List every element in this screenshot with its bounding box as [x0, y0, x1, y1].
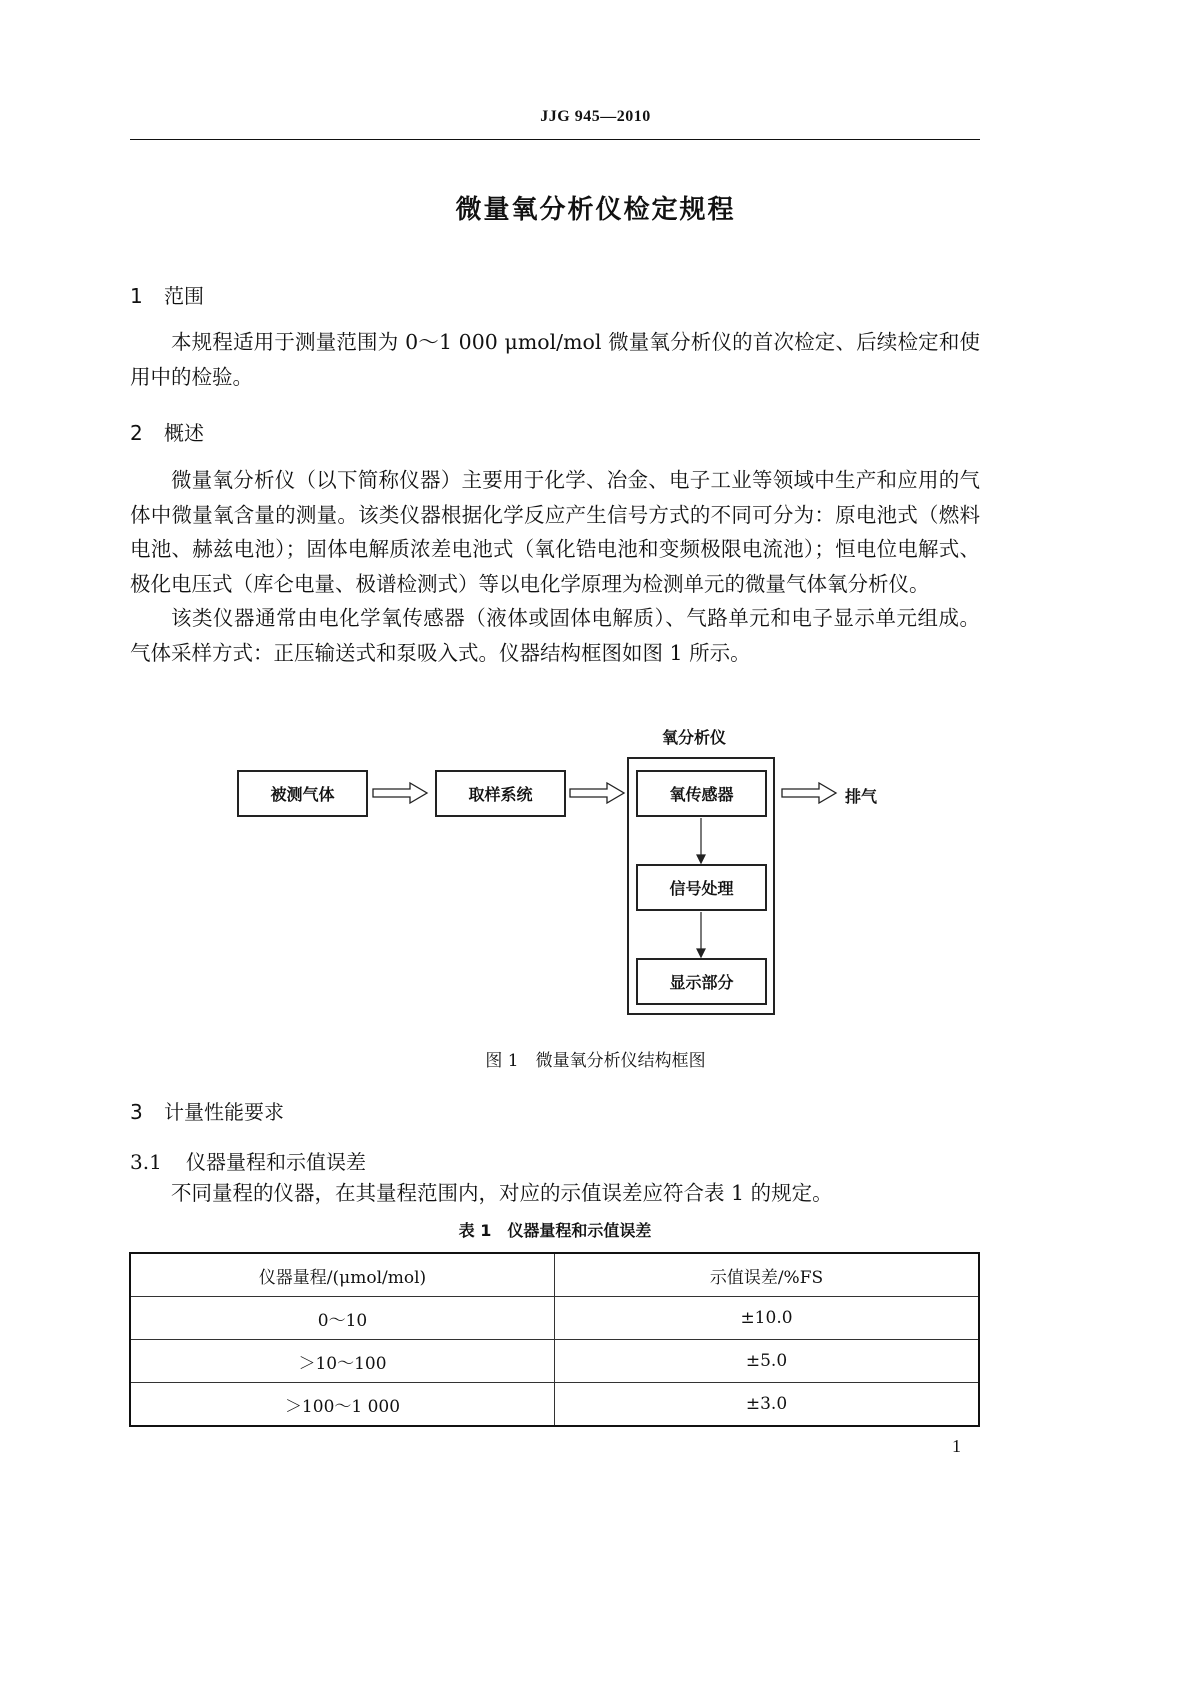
- section-title: 概述: [164, 421, 204, 445]
- section-title: 计量性能要求: [164, 1100, 284, 1124]
- table-cell: ±5.0: [555, 1340, 980, 1383]
- table-row: [130, 1297, 979, 1340]
- section-title: 仪器量程和示值误差: [186, 1150, 366, 1174]
- paragraph: 该类仪器通常由电化学氧传感器（液体或固体电解质）、气路单元和电子显示单元组成。气体采样方式：正压输送式和泵吸入式。仪器结构框图如图 1 所示。: [130, 606, 980, 665]
- hollow-arrow-icon: [373, 783, 427, 803]
- hollow-arrow-icon: [782, 783, 836, 803]
- paragraph: 不同量程的仪器，在其量程范围内，对应的示值误差应符合表 1 的规定。: [171, 1181, 833, 1205]
- section-3-1-heading: [130, 1146, 366, 1175]
- section-number: 2: [130, 421, 143, 445]
- section-number: 3: [130, 1100, 143, 1124]
- page-number: 1: [952, 1436, 961, 1456]
- header-cell: 仪器量程/(μmol/mol): [130, 1253, 555, 1297]
- paragraph: 本规程适用于测量范围为 0～1 000 μmol/mol 微量氧分析仪的首次检定、后续检定和使用中的检验。: [130, 330, 980, 389]
- table-cell: ＞100～1 000: [130, 1383, 555, 1427]
- table-cell: ±10.0: [555, 1297, 980, 1340]
- table-caption: 表 1 仪器量程和示值误差: [458, 1221, 652, 1240]
- box-signal-processing: 信号处理: [636, 864, 767, 911]
- section-3-heading: [130, 1096, 284, 1125]
- box-display: 显示部分: [636, 958, 767, 1005]
- range-error-table: [129, 1252, 980, 1427]
- table-row: [130, 1340, 979, 1383]
- box-oxygen-sensor: 氧传感器: [636, 770, 767, 817]
- hollow-arrow-icon: [570, 783, 624, 803]
- box-measured-gas: 被测气体: [237, 770, 368, 817]
- section-number: 3.1: [130, 1150, 162, 1174]
- section-number: 1: [130, 284, 143, 308]
- table-header-row: [130, 1253, 979, 1297]
- figure-caption: 图 1 微量氧分析仪结构框图: [485, 1051, 706, 1071]
- arrowhead-icon: [697, 949, 705, 957]
- exhaust-label: 排气: [845, 787, 878, 806]
- table-row: [130, 1383, 979, 1427]
- table-cell: 0～10: [130, 1297, 555, 1340]
- section-title: 范围: [164, 284, 204, 308]
- table-cell: ±3.0: [555, 1383, 980, 1427]
- paragraph: 微量氧分析仪（以下简称仪器）主要用于化学、冶金、电子工业等领域中生产和应用的气体中微量氧含量的测量。该类仪器根据化学反应产生信号方式的不同可分为：原电池式（燃料电池、赫兹电池）；固体电解质浓差电池式（氧化锆电池和变频极限电流池）；恒电位电解式、极化电压式（库仑电量、极谱检测式）等以电化学原理为检测单元的微量气体氧分析仪。: [130, 468, 980, 596]
- page-title: 微量氧分析仪检定规程: [455, 195, 736, 225]
- document-code-header: JJG 945—2010: [540, 108, 651, 125]
- section-3-1-body: [130, 1176, 980, 1211]
- table-cell: ＞10～100: [130, 1340, 555, 1383]
- analyzer-group-label: 氧分析仪: [662, 728, 727, 747]
- arrowhead-icon: [697, 855, 705, 863]
- header-cell: 示值误差/%FS: [555, 1253, 980, 1297]
- box-sampling-system: 取样系统: [435, 770, 566, 817]
